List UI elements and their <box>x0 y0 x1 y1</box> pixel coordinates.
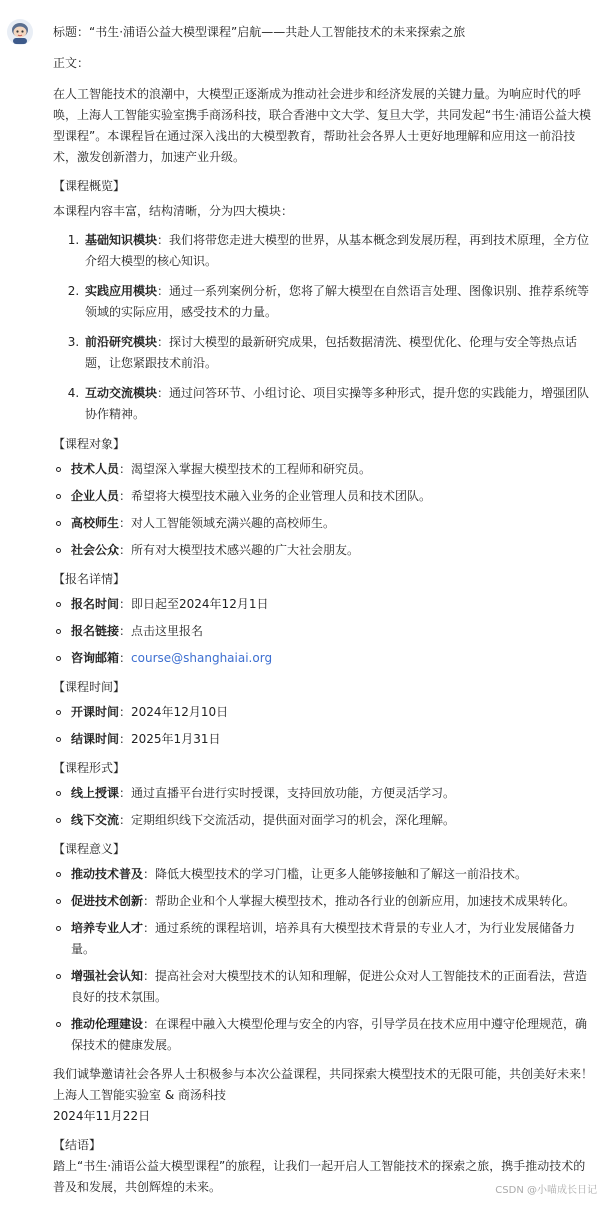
item-text: ：帮助企业和个人掌握大模型技术，推动各行业的创新应用，加速技术成果转化。 <box>143 894 576 908</box>
item-title: 结课时间 <box>71 732 120 746</box>
list-item <box>83 230 593 272</box>
format-heading: 【课程形式】 <box>53 761 126 775</box>
list-item <box>71 513 593 534</box>
item-text: ：降低大模型技术的学习门槛，让更多人能够接触和了解这一前沿技术。 <box>143 867 528 881</box>
conclusion-heading: 【结语】 <box>53 1138 102 1152</box>
item-text: ：渴望深入掌握大模型技术的工程师和研究员。 <box>119 462 372 476</box>
signup-heading: 【报名详情】 <box>53 572 126 586</box>
item-title: 互动交流模块 <box>85 386 158 400</box>
item-title: 线下交流 <box>71 813 120 827</box>
item-text: ：在课程中融入大模型伦理与安全的内容，引导学员在技术应用中遵守伦理规范，确保技术的健康发展。 <box>71 1017 588 1052</box>
audience-heading: 【课程对象】 <box>53 437 126 451</box>
list-item <box>71 1014 593 1056</box>
item-title: 增强社会认知 <box>71 969 144 983</box>
format-section <box>53 758 593 831</box>
item-title: 推动伦理建设 <box>71 1017 144 1031</box>
item-title: 实践应用模块 <box>85 284 158 298</box>
list-item <box>71 702 593 723</box>
item-title: 培养专业人才 <box>71 921 144 935</box>
list-item <box>71 648 593 669</box>
item-title: 社会公众 <box>71 543 120 557</box>
list-item <box>71 891 593 912</box>
audience-section <box>53 434 593 561</box>
list-item <box>83 332 593 374</box>
robot-avatar-icon <box>7 19 33 45</box>
list-item <box>71 594 593 615</box>
item-title: 推动技术普及 <box>71 867 144 881</box>
item-sep: ： <box>119 651 132 665</box>
email-link[interactable]: course@shanghaiai.org <box>131 651 273 665</box>
item-title: 企业人员 <box>71 489 120 503</box>
body-label: 正文： <box>53 56 90 70</box>
signup-list <box>53 594 593 669</box>
article-title: 标题：“书生·浦语公益大模型课程”启航——共赴人工智能技术的未来探索之旅 <box>53 25 466 39</box>
conclusion-text: 踏上“书生·浦语公益大模型课程”的旅程，让我们一起开启人工智能技术的探索之旅，携手推动技术的普及和发展，共创辉煌的未来。 <box>53 1159 586 1194</box>
item-title: 促进技术创新 <box>71 894 144 908</box>
list-item <box>71 486 593 507</box>
list-item <box>83 383 593 425</box>
watermark: CSDN @小喵成长日记 <box>495 1185 597 1196</box>
item-title: 线上授课 <box>71 786 120 800</box>
item-text: ：希望将大模型技术融入业务的企业管理人员和技术团队。 <box>119 489 432 503</box>
item-text: ：定期组织线下交流活动，提供面对面学习的机会，深化理解。 <box>119 813 456 827</box>
schedule-section <box>53 677 593 750</box>
date: 2024年11月22日 <box>53 1109 151 1123</box>
list-item <box>83 281 593 323</box>
item-text: ：所有对大模型技术感兴趣的广大社会朋友。 <box>119 543 360 557</box>
item-title: 技术人员 <box>71 462 120 476</box>
list-item <box>71 729 593 750</box>
schedule-heading: 【课程时间】 <box>53 680 126 694</box>
significance-list <box>53 864 593 1056</box>
list-item <box>71 918 593 960</box>
item-text: ：2024年12月10日 <box>119 705 229 719</box>
list-item <box>71 621 593 642</box>
item-text: ：即日起至2024年12月1日 <box>119 597 269 611</box>
item-text: ：通过系统的课程培训，培养具有大模型技术背景的专业人才，为行业发展储备力量。 <box>71 921 576 956</box>
avatar <box>7 19 33 45</box>
audience-list <box>53 459 593 561</box>
item-title: 报名链接 <box>71 624 120 638</box>
list-item <box>71 783 593 804</box>
list-item <box>71 810 593 831</box>
overview-heading: 【课程概览】 <box>53 179 126 193</box>
list-item <box>71 966 593 1008</box>
signup-section <box>53 569 593 669</box>
significance-section <box>53 839 593 1056</box>
module-list <box>53 230 593 425</box>
intro-paragraph: 在人工智能技术的浪潮中，大模型正逐渐成为推动社会进步和经济发展的关键力量。为响应时代的呼唤，上海人工智能实验室携手商汤科技，联合香港中文大学、复旦大学，共同发起“书生·浦语公益大模型课程”。本课程旨在通过深入浅出的大模型教育，帮助社会各界人士更好地理解和应用这一前沿技术，激发创新潜力，加速产业升级。 <box>53 87 592 164</box>
list-item <box>71 864 593 885</box>
invitation-text: 我们诚挚邀请社会各界人士积极参与本次公益课程，共同探索大模型技术的无限可能，共创美好未来！ <box>53 1067 594 1081</box>
list-item <box>71 540 593 561</box>
schedule-list <box>53 702 593 750</box>
item-text: ：2025年1月31日 <box>119 732 221 746</box>
significance-heading: 【课程意义】 <box>53 842 126 856</box>
item-title: 高校师生 <box>71 516 120 530</box>
item-title: 开课时间 <box>71 705 120 719</box>
item-title: 基础知识模块 <box>85 233 158 247</box>
item-text: ：通过一系列案例分析，您将了解大模型在自然语言处理、图像识别、推荐系统等领域的实际应用，感受技术的力量。 <box>85 284 590 319</box>
item-text: ：探讨大模型的最新研究成果，包括数据清洗、模型优化、伦理与安全等热点话题，让您紧跟技术前沿。 <box>85 335 578 370</box>
signature: 上海人工智能实验室 & 商汤科技 <box>53 1088 226 1102</box>
item-title: 咨询邮箱 <box>71 651 120 665</box>
overview-section <box>53 176 593 425</box>
item-text: ：通过直播平台进行实时授课，支持回放功能，方便灵活学习。 <box>119 786 456 800</box>
message-content <box>53 22 593 1198</box>
item-title: 前沿研究模块 <box>85 335 158 349</box>
item-title: 报名时间 <box>71 597 120 611</box>
item-text: ：我们将带您走进大模型的世界，从基本概念到发展历程，再到技术原理，全方位介绍大模型的核心知识。 <box>85 233 590 268</box>
format-list <box>53 783 593 831</box>
overview-desc: 本课程内容丰富，结构清晰，分为四大模块： <box>53 204 294 218</box>
item-text: ：对人工智能领域充满兴趣的高校师生。 <box>119 516 336 530</box>
list-item <box>71 459 593 480</box>
item-text: ：通过问答环节、小组讨论、项目实操等多种形式，提升您的实践能力，增强团队协作精神。 <box>85 386 590 421</box>
signup-link[interactable]: ：点击这里报名 <box>119 624 204 638</box>
item-text: ：提高社会对大模型技术的认知和理解，促进公众对人工智能技术的正面看法，营造良好的技术氛围。 <box>71 969 588 1004</box>
